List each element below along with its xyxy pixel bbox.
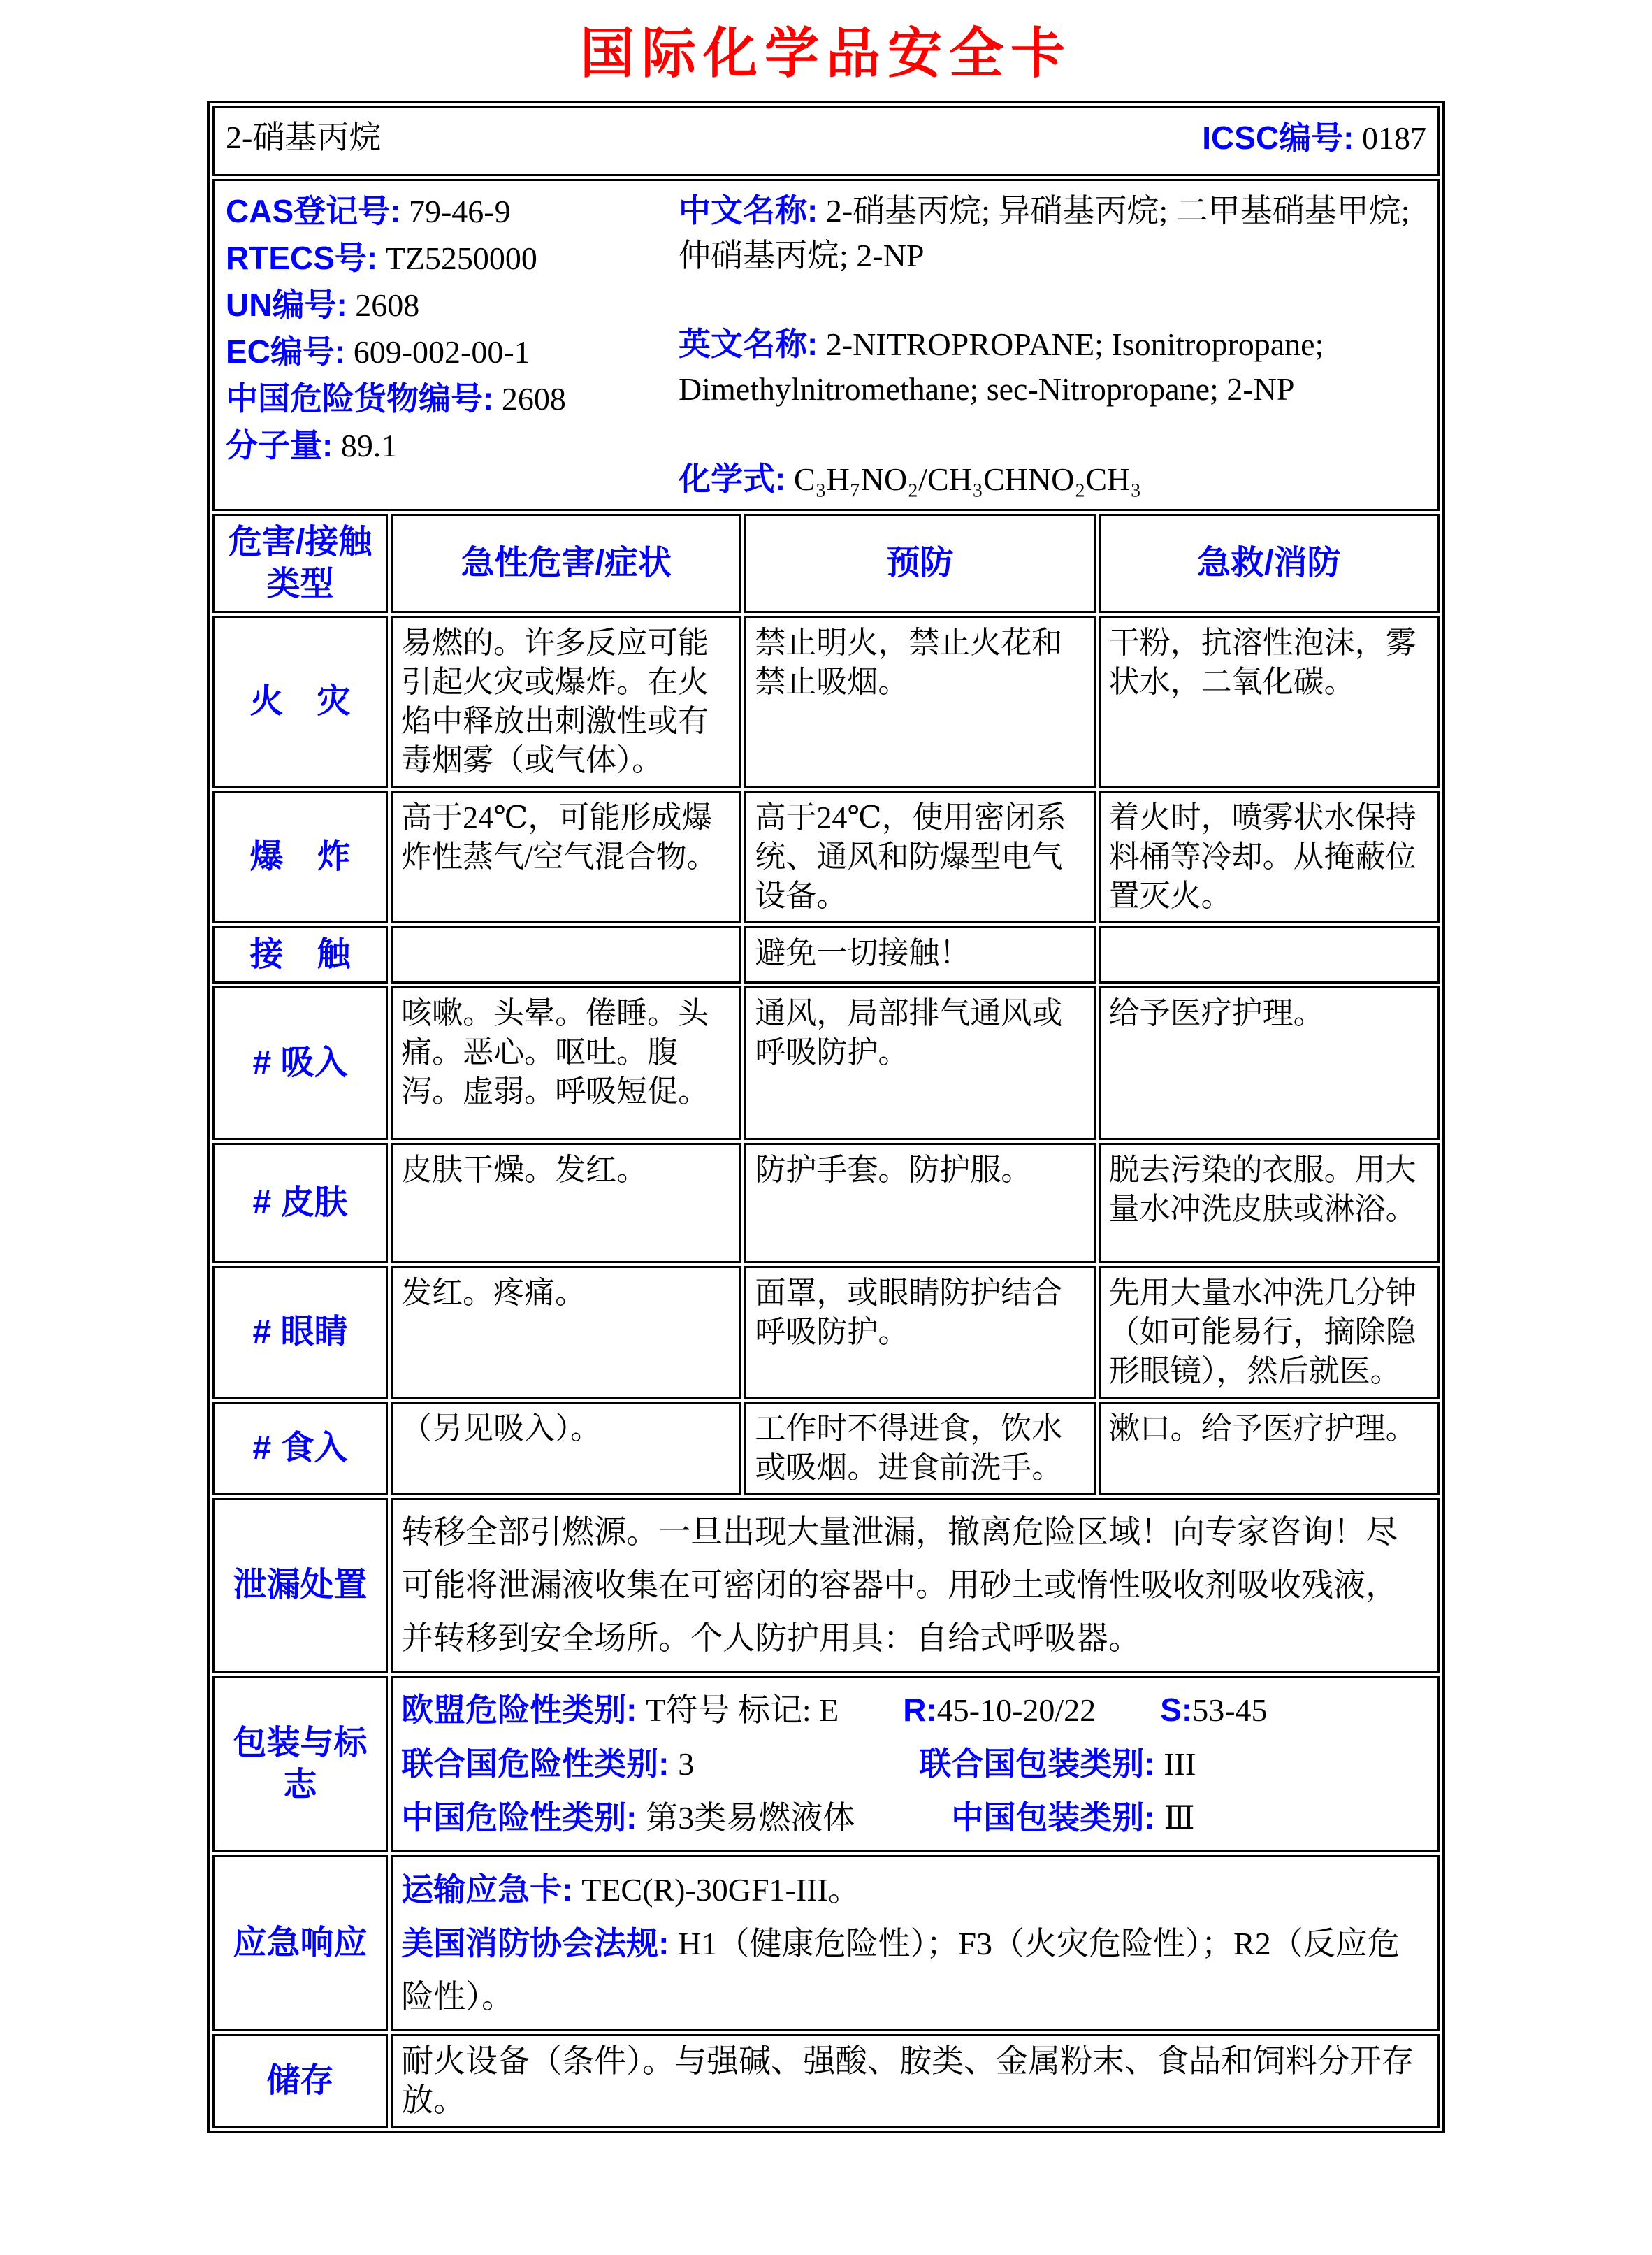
row-eyes bbox=[212, 1266, 1440, 1399]
eu-classification-line: 欧盟危险性类别: T符号 标记: E R:45-10-20/22 S:53-45 bbox=[401, 1692, 1268, 1728]
row-spillage-text: 转移全部引燃源。一旦出现大量泄漏，撤离危险区域！向专家咨询！尽可能将泄漏液收集在可密闭的容器中。用砂土或惰性吸收剂吸收残液，并转移到安全场所。个人防护用具：自给式呼吸器。 bbox=[391, 1498, 1440, 1673]
chinese-name-line: 中文名称: 2-硝基丙烷; 异硝基丙烷; 二甲基硝基甲烷; 仲硝基丙烷; 2-NP bbox=[679, 192, 1410, 273]
row-fire-prevention: 禁止明火，禁止火花和禁止吸烟。 bbox=[744, 616, 1095, 788]
row-fire-symptoms: 易燃的。许多反应可能引起火灾或爆炸。在火焰中释放出刺激性或有毒烟雾（或气体）。 bbox=[391, 616, 741, 788]
row-contact-label: 接 触 bbox=[212, 926, 388, 984]
row-skin bbox=[212, 1143, 1440, 1263]
row-contact bbox=[212, 926, 1440, 984]
page-title: 国际化学品安全卡 bbox=[579, 22, 1072, 84]
row-contact-response bbox=[1099, 926, 1440, 984]
chemical-names bbox=[673, 188, 1426, 502]
row-inhalation-response: 给予医疗护理。 bbox=[1099, 986, 1440, 1140]
row-eyes-label: # 眼睛 bbox=[212, 1266, 388, 1399]
un-classification-line: 联合国危险性类别: 3 联合国包装类别: III bbox=[401, 1745, 1196, 1782]
row-eyes-response: 先用大量水冲洗几分钟（如可能易行，摘除隐形眼镜），然后就医。 bbox=[1099, 1266, 1440, 1399]
name-cell bbox=[212, 106, 1440, 176]
row-explosion-label: 爆 炸 bbox=[212, 791, 388, 923]
table-header-row bbox=[212, 514, 1440, 613]
row-emergency-label: 应急响应 bbox=[212, 1855, 388, 2031]
row-fire bbox=[212, 616, 1440, 788]
row-inhalation-label: # 吸入 bbox=[212, 986, 388, 1140]
identifiers-cell bbox=[212, 179, 1440, 511]
icsc-document bbox=[0, 18, 1652, 2133]
name-row bbox=[212, 106, 1440, 176]
row-skin-response: 脱去污染的衣服。用大量水冲洗皮肤或淋浴。 bbox=[1099, 1143, 1440, 1263]
cas-number-line: CAS登记号: 79-46-9 bbox=[226, 193, 511, 229]
row-contact-prevention: 避免一切接触！ bbox=[744, 926, 1095, 984]
row-fire-label: 火 灾 bbox=[212, 616, 388, 788]
row-skin-prevention: 防护手套。防护服。 bbox=[744, 1143, 1095, 1263]
chemical-formula: C₃H₇NO₂/CH₃CHNO₂CH₃ bbox=[793, 461, 1142, 497]
row-emergency-text bbox=[391, 1855, 1440, 2031]
row-inhalation bbox=[212, 986, 1440, 1140]
row-inhalation-symptoms: 咳嗽。头晕。倦睡。头痛。恶心。呕吐。腹泻。虚弱。呼吸短促。 bbox=[391, 986, 741, 1140]
safety-card-table bbox=[207, 101, 1445, 2133]
row-fire-response: 干粉，抗溶性泡沫，雾状水，二氧化碳。 bbox=[1099, 616, 1440, 788]
row-ingestion bbox=[212, 1402, 1440, 1495]
row-explosion-response: 着火时，喷雾状水保持料桶等冷却。从掩蔽位置灭火。 bbox=[1099, 791, 1440, 923]
row-storage-text: 耐火设备（条件）。与强碱、强酸、胺类、金属粉末、食品和饲料分开存放。 bbox=[391, 2034, 1440, 2128]
row-packaging-label: 包装与标志 bbox=[212, 1676, 388, 1852]
icsc-label: ICSC编号: bbox=[1202, 120, 1354, 156]
row-spillage bbox=[212, 1498, 1440, 1673]
header-symptoms: 急性危害/症状 bbox=[391, 514, 741, 613]
row-skin-symptoms: 皮肤干燥。发红。 bbox=[391, 1143, 741, 1263]
rtecs-number-line: RTECS号: TZ5250000 bbox=[226, 240, 537, 276]
row-storage bbox=[212, 2034, 1440, 2128]
row-eyes-prevention: 面罩，或眼睛防护结合呼吸防护。 bbox=[744, 1266, 1095, 1399]
row-ingestion-symptoms: （另见吸入）。 bbox=[391, 1402, 741, 1495]
icsc-value: 0187 bbox=[1362, 120, 1426, 156]
nfpa-line: 美国消防协会法规: H1（健康危险性）；F3（火灾危险性）；R2（反应危险性）。 bbox=[401, 1925, 1400, 2015]
row-storage-label: 储存 bbox=[212, 2034, 388, 2128]
transport-card-line: 运输应急卡: TEC(R)-30GF1-III。 bbox=[401, 1871, 860, 1908]
row-eyes-symptoms: 发红。疼痛。 bbox=[391, 1266, 741, 1399]
identifiers-row bbox=[212, 179, 1440, 511]
chemical-name: 2-硝基丙烷 bbox=[226, 120, 382, 155]
row-emergency bbox=[212, 1855, 1440, 2031]
row-skin-label: # 皮肤 bbox=[212, 1143, 388, 1263]
china-dg-number-line: 中国危险货物编号: 2608 bbox=[226, 380, 566, 417]
ec-number-line: EC编号: 609-002-00-1 bbox=[226, 333, 530, 370]
row-inhalation-prevention: 通风，局部排气通风或呼吸防护。 bbox=[744, 986, 1095, 1140]
header-prevention: 预防 bbox=[744, 514, 1095, 613]
row-contact-symptoms bbox=[391, 926, 741, 984]
row-ingestion-response: 漱口。给予医疗护理。 bbox=[1099, 1402, 1440, 1495]
row-ingestion-prevention: 工作时不得进食，饮水或吸烟。进食前洗手。 bbox=[744, 1402, 1095, 1495]
china-classification-line: 中国危险性类别: 第3类易燃液体 中国包装类别: Ⅲ bbox=[401, 1799, 1195, 1836]
registry-numbers bbox=[226, 188, 673, 502]
row-spillage-label: 泄漏处置 bbox=[212, 1498, 388, 1673]
row-packaging-text bbox=[391, 1676, 1440, 1852]
row-explosion bbox=[212, 791, 1440, 923]
header-response: 急救/消防 bbox=[1099, 514, 1440, 613]
icsc-number bbox=[1202, 118, 1426, 158]
english-name-line: 英文名称: 2-NITROPROPANE; Isonitropropane; Dimethylnitromethane; sec-Nitropropane; 2-NP bbox=[679, 326, 1324, 407]
row-explosion-symptoms: 高于24℃，可能形成爆炸性蒸气/空气混合物。 bbox=[391, 791, 741, 923]
row-explosion-prevention: 高于24℃，使用密闭系统、通风和防爆型电气设备。 bbox=[744, 791, 1095, 923]
header-hazard-type: 危害/接触 类型 bbox=[212, 514, 388, 613]
chemical-formula-line: 化学式: C₃H₇NO₂/CH₃CHNO₂CH₃ bbox=[679, 461, 1142, 497]
molecular-weight-line: 分子量: 89.1 bbox=[226, 427, 398, 463]
un-number-line: UN编号: 2608 bbox=[226, 287, 420, 323]
row-packaging bbox=[212, 1676, 1440, 1852]
row-ingestion-label: # 食入 bbox=[212, 1402, 388, 1495]
